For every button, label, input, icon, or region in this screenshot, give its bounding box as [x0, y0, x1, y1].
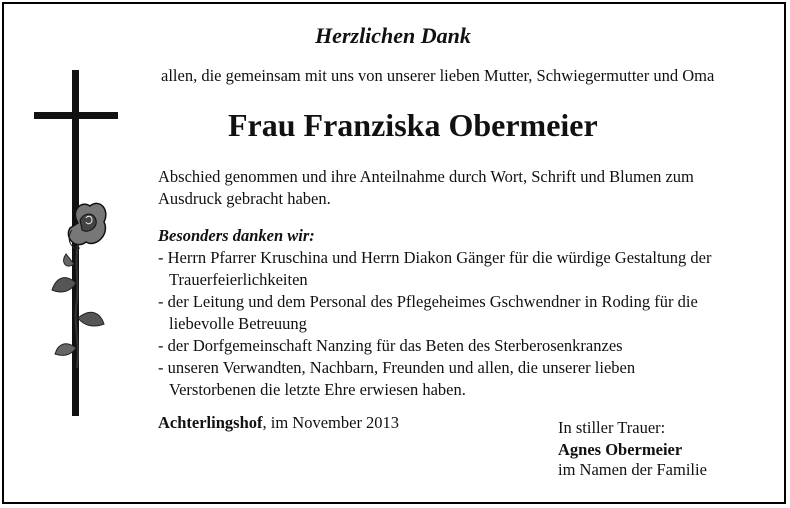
- cross-icon: [30, 68, 125, 418]
- list-item-continuation: Trauerfeierlichkeiten: [169, 270, 308, 289]
- list-item: - Herrn Pfarrer Kruschina und Herrn Diakon Gänger für die würdige Gestaltung der: [158, 248, 712, 267]
- intro-text: allen, die gemeinsam mit uns von unserer lieben Mutter, Schwiegermutter und Oma: [161, 66, 715, 85]
- body-line: Abschied genommen und ihre Anteilnahme durch Wort, Schrift und Blumen zum: [158, 167, 694, 186]
- list-item: - der Leitung und dem Personal des Pflegeheimes Gschwendner in Roding für die: [158, 292, 698, 311]
- place-name: Achterlingshof: [158, 413, 263, 432]
- list-item: - der Dorfgemeinschaft Nanzing für das Beten des Sterberosenkranzes: [158, 336, 623, 355]
- list-item-continuation: Verstorbenen die letzte Ehre erwiesen haben.: [169, 380, 466, 399]
- page-title: Herzlichen Dank: [315, 23, 471, 48]
- thanks-list: [158, 247, 711, 401]
- mourner-family: im Namen der Familie: [558, 460, 707, 479]
- body-text: [158, 166, 694, 210]
- date-text: , im November 2013: [262, 413, 400, 432]
- deceased-name: Frau Franziska Obermeier: [228, 107, 598, 143]
- mourner-name: Agnes Obermeier: [558, 440, 683, 459]
- body-line: Ausdruck gebracht haben.: [158, 189, 331, 208]
- place-date: [158, 413, 399, 433]
- list-item: - unseren Verwandten, Nachbarn, Freunden und allen, die unserer lieben: [158, 358, 636, 377]
- mourning-label: In stiller Trauer:: [558, 418, 666, 437]
- list-item-continuation: liebevolle Betreuung: [169, 314, 307, 333]
- thanks-heading: Besonders danken wir:: [158, 226, 315, 245]
